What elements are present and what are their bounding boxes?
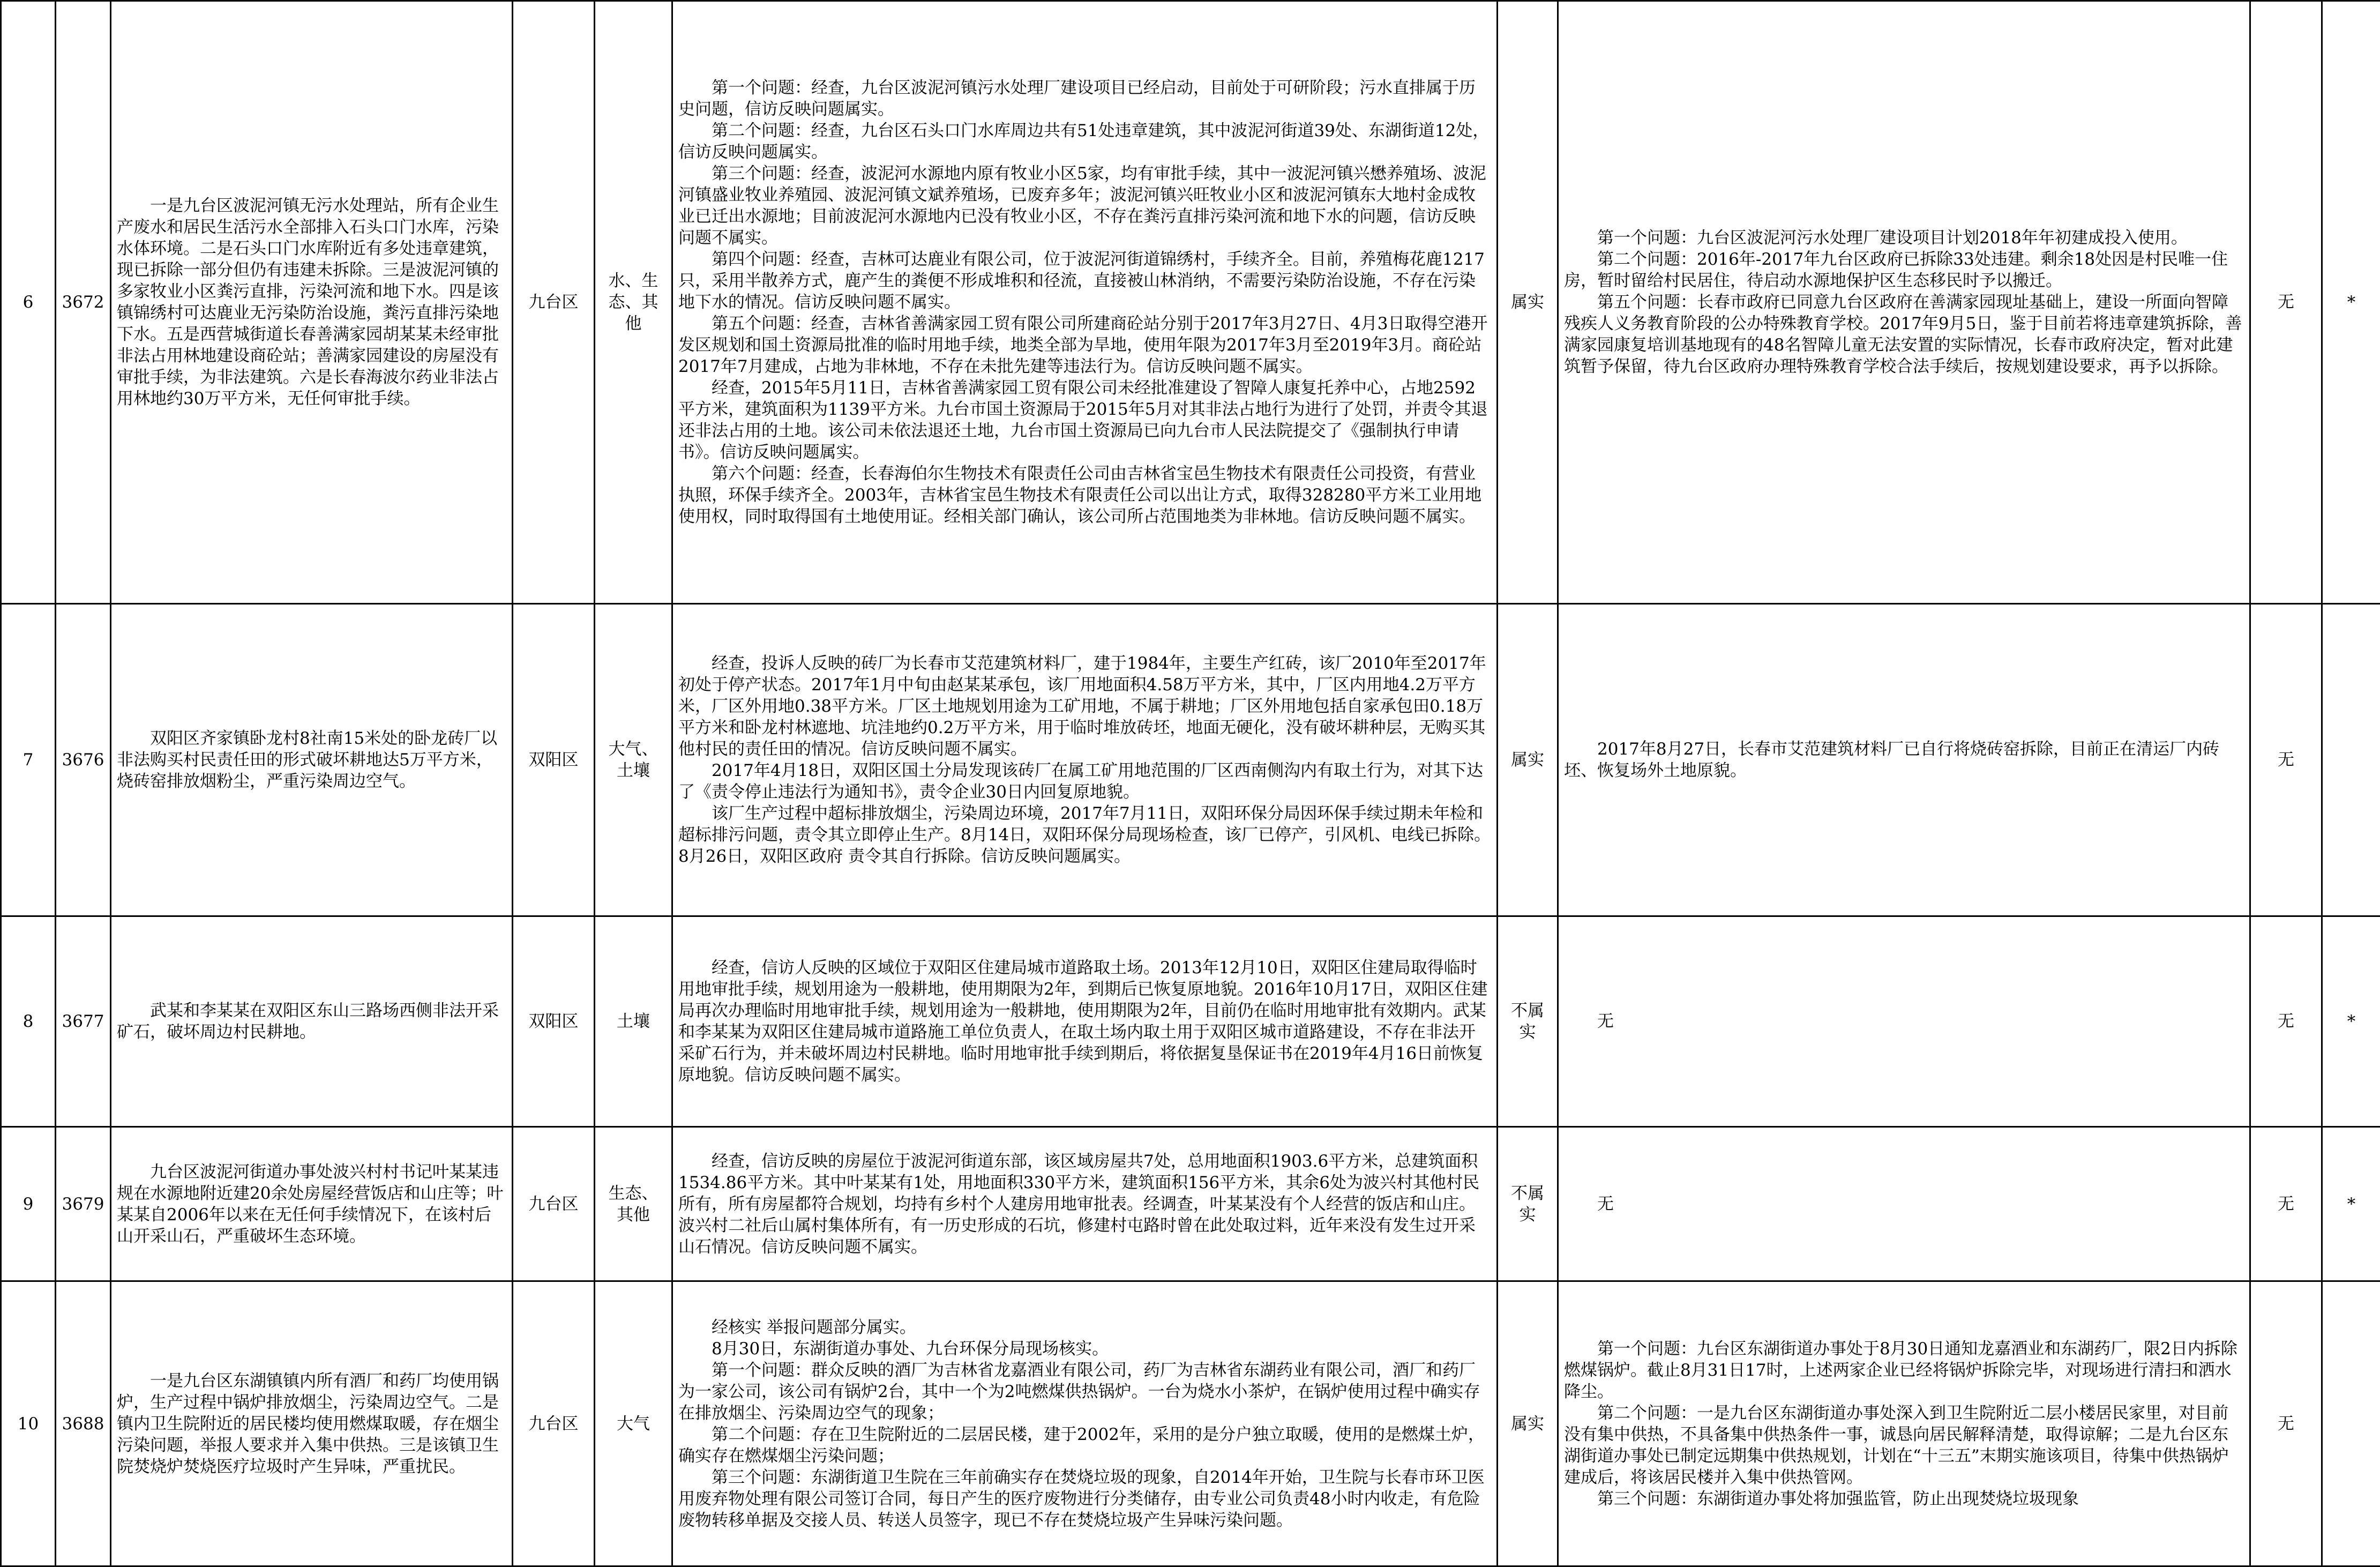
accountability-cell: 无 xyxy=(2250,1127,2322,1281)
remedy-status-paragraph: 第五个问题：长春市政府已同意九台区政府在善满家园现址基础上，建设一所面向智障残疾人义务教育阶段的公办特殊教育学校。2017年9月5日，鉴于目前若将违章建筑拆除，善满家园康复培训基地现有的48名智障儿童无法安置的实际情况，长春市政府决定，暂对此建筑暂予保留，待九台区政府办理特殊教育学校合法手续后，按规划建设要求，再予以拆除。 xyxy=(1564,292,2244,377)
district-cell: 九台区 xyxy=(513,1,595,604)
district-cell: 九台区 xyxy=(513,1281,595,1566)
row-index-cell: 8 xyxy=(1,916,56,1127)
investigation-finding-cell xyxy=(672,1127,1498,1281)
table-body xyxy=(1,1,2380,1566)
verdict-cell: 属实 xyxy=(1498,1281,1558,1566)
investigation-finding-paragraph: 第一个问题：经查，九台区波泥河镇污水处理厂建设项目已经启动，目前处于可研阶段；污水直排属于历史问题，信访反映问题属实。 xyxy=(678,77,1491,120)
remedy-status-cell xyxy=(1558,1281,2250,1566)
remedy-status-paragraph: 第一个问题：九台区波泥河污水处理厂建设项目计划2018年年初建成投入使用。 xyxy=(1564,227,2244,249)
row-index-cell: 9 xyxy=(1,1127,56,1281)
remedy-status-paragraph: 2017年8月27日，长春市艾范建筑材料厂已自行将烧砖窑拆除，目前正在清运厂内砖坯、恢复场外土地原貌。 xyxy=(1564,738,2244,781)
verdict-cell: 不属实 xyxy=(1498,916,1558,1127)
pollution-type-cell: 生态、其他 xyxy=(595,1127,672,1281)
pollution-type-cell: 大气、土壤 xyxy=(595,604,672,916)
case-number-cell: 3672 xyxy=(56,1,111,604)
key-case-mark-cell xyxy=(2322,1281,2380,1566)
table-row xyxy=(1,916,2380,1127)
table-row xyxy=(1,1127,2380,1281)
investigation-finding-paragraph: 该厂生产过程中超标排放烟尘，污染周边环境，2017年7月11日，双阳环保分局因环保手续过期未年检和超标排污问题，责令其立即停止生产。8月14日，双阳环保分局现场检查，该厂已停产，引风机、电线已拆除。8月26日，双阳区政府 责令其自行拆除。信访反映问题属实。 xyxy=(678,803,1491,867)
remedy-status-cell xyxy=(1558,604,2250,916)
remedy-status-paragraph: 第二个问题：一是九台区东湖街道办事处深入到卫生院附近二层小楼居民家里，对目前没有集中供热，不具备集中供热条件一事，诚恳向居民解释清楚，取得谅解；二是九台区东湖街道办事处已制定远期集中供热规划，计划在“十三五”末期实施该项目，待集中供热锅炉建成后，将该居民楼并入集中供热管网。 xyxy=(1564,1402,2244,1488)
row-index-cell: 6 xyxy=(1,1,56,604)
table-row xyxy=(1,1,2380,604)
investigation-finding-cell xyxy=(672,1,1498,604)
district-cell: 双阳区 xyxy=(513,916,595,1127)
investigation-finding-paragraph: 第三个问题：经查，波泥河水源地内原有牧业小区5家，均有审批手续，其中一波泥河镇兴懋养殖场、波泥河镇盛业牧业养殖园、波泥河镇文斌养殖场，已废弃多年；波泥河镇兴旺牧业小区和波泥河镇东大地村金成牧业已迁出水源地；目前波泥河水源地内已没有牧业小区，不存在粪污直排污染河流和地下水的问题，信访反映问题不属实。 xyxy=(678,163,1491,249)
complaint-content-cell xyxy=(111,1,513,604)
investigation-finding-paragraph: 8月30日，东湖街道办事处、九台环保分局现场核实。 xyxy=(678,1338,1491,1360)
key-case-mark-cell: * xyxy=(2322,1127,2380,1281)
complaint-content-paragraph: 一是九台区波泥河镇无污水处理站，所有企业生产废水和居民生活污水全部排入石头口门水库，污染水体环境。二是石头口门水库附近有多处违章建筑，现已拆除一部分但仍有违建未拆除。三是波泥河镇的多家牧业小区粪污直排，污染河流和地下水。四是该镇锦绣村可达鹿业无污染防治设施，粪污直排污染地下水。五是西营城街道长春善满家园胡某某未经审批非法占用林地建设商砼站；善满家园建设的房屋没有审批手续，为非法建筑。六是长春海波尔药业非法占用林地约30万平方米，无任何审批手续。 xyxy=(117,195,506,409)
complaint-content-paragraph: 双阳区齐家镇卧龙村8社南15米处的卧龙砖厂以非法购买村民责任田的形式破坏耕地达5万平方米， 烧砖窑排放烟粉尘，严重污染周边空气。 xyxy=(117,728,506,792)
row-index-cell: 10 xyxy=(1,1281,56,1566)
complaint-content-cell xyxy=(111,604,513,916)
remedy-status-cell xyxy=(1558,916,2250,1127)
remedy-status-paragraph: 无 xyxy=(1564,1193,2244,1215)
investigation-finding-paragraph: 第一个问题：群众反映的酒厂为吉林省龙嘉酒业有限公司，药厂为吉林省东湖药业有限公司，酒厂和药厂为一家公司，该公司有锅炉2台，其中一个为2吨燃煤供热锅炉。一台为烧水小茶炉，在锅炉使用过程中确实存在排放烟尘、污染周边空气的现象； xyxy=(678,1360,1491,1424)
investigation-finding-paragraph: 第二个问题：存在卫生院附近的二层居民楼，建于2002年，采用的是分户独立取暖，使用的是燃煤土炉，确实存在燃煤烟尘污染问题； xyxy=(678,1424,1491,1467)
investigation-finding-cell xyxy=(672,604,1498,916)
investigation-finding-paragraph: 经查，信访反映的房屋位于波泥河街道东部，该区域房屋共7处，总用地面积1903.6平方米，总建筑面积1534.86平方米。其中叶某某有1处，用地面积330平方米，建筑面积156平方米，其余6处为波兴村其他村民所有，所有房屋都符合规划，均持有乡村个人建房用地审批表。经调查，叶某某没有个人经营的饭店和山庄。波兴村二社后山属村集体所有，有一历史形成的石坑，修建村屯路时曾在此处取过料，近年来没有发生过开采山石情况。信访反映问题不属实。 xyxy=(678,1151,1491,1258)
remedy-status-paragraph: 无 xyxy=(1564,1011,2244,1032)
key-case-mark-cell: * xyxy=(2322,1,2380,604)
district-cell: 九台区 xyxy=(513,1127,595,1281)
complaint-content-paragraph: 武某和李某某在双阳区东山三路场西侧非法开采矿石，破坏周边村民耕地。 xyxy=(117,1000,506,1043)
investigation-finding-paragraph: 2017年4月18日，双阳区国土分局发现该砖厂在属工矿用地范围的厂区西南侧沟内有取土行为，对其下达了《责令停止违法行为通知书》，责令企业30日内回复原地貌。 xyxy=(678,760,1491,803)
accountability-cell: 无 xyxy=(2250,1,2322,604)
table-row xyxy=(1,1281,2380,1566)
investigation-finding-paragraph: 第六个问题：经查，长春海伯尔生物技术有限责任公司由吉林省宝邑生物技术有限责任公司投资，有营业执照，环保手续齐全。2003年，吉林省宝邑生物技术有限责任公司以出让方式，取得328280平方米工业用地使用权，同时取得国有土地使用证。经相关部门确认，该公司所占范围地类为非林地。信访反映问题不属实。 xyxy=(678,463,1491,527)
accountability-cell: 无 xyxy=(2250,604,2322,916)
complaint-content-cell xyxy=(111,1281,513,1566)
investigation-finding-paragraph: 经查，2015年5月11日，吉林省善满家园工贸有限公司未经批准建设了智障人康复托养中心，占地2592平方米，建筑面积为1139平方米。九台市国土资源局于2015年5月对其非法占地行为进行了处罚，并责令其退还非法占用的土地。该公司未依法退还土地，九台市国土资源局已向九台市人民法院提交了《强制执行申请书》。信访反映问题属实。 xyxy=(678,377,1491,463)
case-number-cell: 3676 xyxy=(56,604,111,916)
remedy-status-paragraph: 第二个问题：2016年-2017年九台区政府已拆除33处违建。剩余18处因是村民唯一住房，暂时留给村民居住，待启动水源地保护区生态移民时予以搬迁。 xyxy=(1564,249,2244,292)
remedy-status-cell xyxy=(1558,1127,2250,1281)
complaint-content-cell xyxy=(111,916,513,1127)
verdict-cell: 属实 xyxy=(1498,1,1558,604)
investigation-finding-paragraph: 经核实 举报问题部分属实。 xyxy=(678,1317,1491,1338)
verdict-cell: 不属实 xyxy=(1498,1127,1558,1281)
case-number-cell: 3677 xyxy=(56,916,111,1127)
remedy-status-cell xyxy=(1558,1,2250,604)
table-row xyxy=(1,604,2380,916)
pollution-type-cell: 土壤 xyxy=(595,916,672,1127)
row-index-cell: 7 xyxy=(1,604,56,916)
investigation-finding-paragraph: 第二个问题：经查，九台区石头口门水库周边共有51处违章建筑，其中波泥河街道39处、东湖街道12处，信访反映问题属实。 xyxy=(678,120,1491,163)
remedy-status-paragraph: 第一个问题：九台区东湖街道办事处于8月30日通知龙嘉酒业和东湖药厂，限2日内拆除燃煤锅炉。截止8月31日17时，上述两家企业已经将锅炉拆除完毕，对现场进行清扫和洒水降尘。 xyxy=(1564,1338,2244,1402)
verdict-cell: 属实 xyxy=(1498,604,1558,916)
pollution-type-cell: 水、生态、其他 xyxy=(595,1,672,604)
district-cell: 双阳区 xyxy=(513,604,595,916)
pollution-type-cell: 大气 xyxy=(595,1281,672,1566)
complaint-content-cell xyxy=(111,1127,513,1281)
investigation-finding-paragraph: 经查，投诉人反映的砖厂为长春市艾范建筑材料厂，建于1984年，主要生产红砖，该厂2010年至2017年初处于停产状态。2017年1月中旬由赵某某承包，该厂用地面积4.58万平方米，其中，厂区内用地4.2万平方米，厂区外用地0.38平方米。厂区土地规划用途为工矿用地，不属于耕地；厂区外用地包括自家承包田0.18万平方米和卧龙村林遮地、坑洼地约0.2万平方米，用于临时堆放砖坯，地面无硬化，没有破坏耕种层，无购买其他村民的责任田的情况。信访反映问题不属实。 xyxy=(678,653,1491,760)
complaint-content-paragraph: 九台区波泥河街道办事处波兴村村书记叶某某违规在水源地附近建20余处房屋经营饭店和山庄等；叶某某自2006年以来在无任何手续情况下，在该村后山开采山石，严重破坏生态环境。 xyxy=(117,1161,506,1247)
key-case-mark-cell xyxy=(2322,604,2380,916)
accountability-cell: 无 xyxy=(2250,916,2322,1127)
investigation-finding-cell xyxy=(672,916,1498,1127)
investigation-finding-paragraph: 第三个问题：东湖街道卫生院在三年前确实存在焚烧垃圾的现象，自2014年开始，卫生院与长春市环卫医用废弃物处理有限公司签订合同，每日产生的医疗废物进行分类储存，由专业公司负责48小时内收走，有危险废物转移单据及交接人员、转送人员签字，现已不存在焚烧垃圾产生异味污染问题。 xyxy=(678,1467,1491,1531)
accountability-cell: 无 xyxy=(2250,1281,2322,1566)
complaint-content-paragraph: 一是九台区东湖镇镇内所有酒厂和药厂均使用锅炉，生产过程中锅炉排放烟尘，污染周边空气。二是镇内卫生院附近的居民楼均使用燃煤取暖，存在烟尘污染问题，举报人要求并入集中供热。三是该镇卫生院焚烧炉焚烧医疗垃圾时产生异味，严重扰民。 xyxy=(117,1370,506,1478)
investigation-finding-paragraph: 第四个问题：经查，吉林可达鹿业有限公司，位于波泥河街道锦绣村，手续齐全。目前，养殖梅花鹿1217只，采用半散养方式，鹿产生的粪便不形成堆积和径流，直接被山林消纳，不需要污染防治设施，不存在污染地下水的情况。信访反映问题不属实。 xyxy=(678,249,1491,313)
case-number-cell: 3688 xyxy=(56,1281,111,1566)
case-number-cell: 3679 xyxy=(56,1127,111,1281)
key-case-mark-cell: * xyxy=(2322,916,2380,1127)
remedy-status-paragraph: 第三个问题：东湖街道办事处将加强监管，防止出现焚烧垃圾现象 xyxy=(1564,1488,2244,1510)
investigation-finding-paragraph: 第五个问题：经查，吉林省善满家园工贸有限公司所建商砼站分别于2017年3月27日、4月3日取得空港开发区规划和国土资源局批准的临时用地手续，地类全部为旱地，使用年限为2017年3月至2019年3月。商砼站2017年7月建成，占地为非林地，不存在未批先建等违法行为。信访反映问题不属实。 xyxy=(678,313,1491,377)
investigation-finding-paragraph: 经查，信访人反映的区域位于双阳区住建局城市道路取土场。2013年12月10日，双阳区住建局取得临时用地审批手续，规划用途为一般耕地，使用期限为2年，到期后已恢复原地貌。2016年10月17日，双阳区住建局再次办理临时用地审批手续，规划用途为一般耕地，使用期限为2年，目前仍在临时用地审批有效期内。武某和李某某为双阳区住建局城市道路施工单位负责人，在取土场内取土用于双阳区城市道路建设，不存在非法开采矿石行为，并未破坏周边村民耕地。临时用地审批手续到期后，将依据复垦保证书在2019年4月16日前恢复原地貌。信访反映问题不属实。 xyxy=(678,957,1491,1086)
investigation-finding-cell xyxy=(672,1281,1498,1566)
